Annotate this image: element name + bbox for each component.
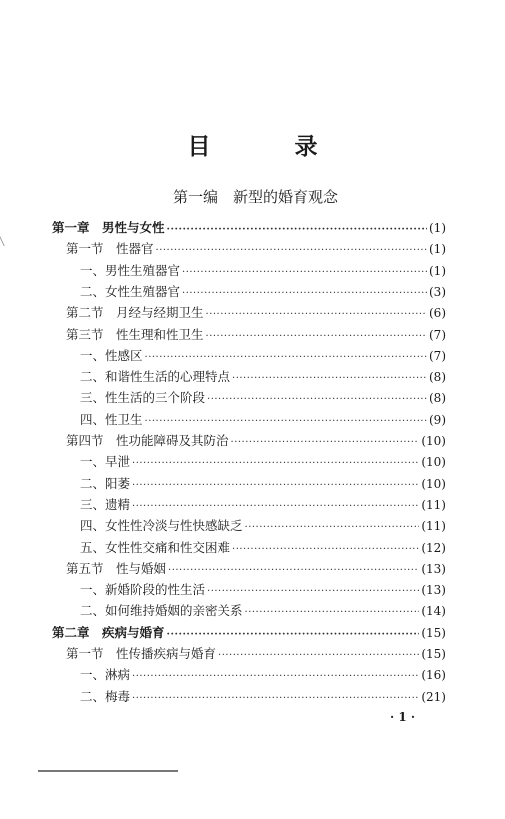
dot-leader bbox=[168, 561, 419, 581]
toc-entry-title: 第二节 月经与经期卫生 bbox=[66, 305, 204, 321]
dot-leader bbox=[167, 220, 427, 240]
toc-entry-page: (14) bbox=[421, 604, 446, 619]
toc-entry-page: (15) bbox=[421, 647, 446, 661]
toc-entry[interactable] bbox=[80, 474, 446, 494]
dot-leader bbox=[232, 540, 419, 560]
toc-entry-title: 二、梅毒 bbox=[80, 688, 131, 704]
toc-entry-title: 二、女性生殖器官 bbox=[80, 283, 181, 299]
toc-entry-page: (6) bbox=[429, 306, 446, 321]
toc-entry-title: 第五节 性与婚姻 bbox=[66, 560, 167, 576]
toc-entry[interactable] bbox=[80, 665, 446, 685]
toc-entry-page: (12) bbox=[421, 540, 446, 555]
toc-entry[interactable] bbox=[80, 538, 446, 558]
toc-entry-title: 一、性感区 bbox=[80, 347, 143, 363]
toc-entry[interactable] bbox=[80, 410, 446, 430]
dot-leader bbox=[132, 476, 419, 496]
toc-entry-title: 二、如何维持婚姻的亲密关系 bbox=[80, 603, 243, 619]
toc-entry-page: (13) bbox=[421, 583, 446, 598]
toc-entry-title: 四、女性性冷淡与性快感缺乏 bbox=[80, 518, 243, 534]
toc-entry[interactable] bbox=[80, 580, 446, 600]
dot-leader bbox=[145, 348, 427, 368]
dot-leader bbox=[182, 284, 427, 304]
dot-leader bbox=[206, 327, 427, 347]
dot-leader bbox=[132, 454, 419, 474]
toc-entry-title: 一、淋病 bbox=[80, 667, 131, 683]
toc-entry-title: 一、男性生殖器官 bbox=[80, 262, 181, 278]
toc-entry[interactable] bbox=[80, 367, 446, 387]
toc-entry-title: 第三节 性生理和性卫生 bbox=[66, 326, 204, 342]
toc-entry-page: (11) bbox=[421, 497, 446, 512]
toc-entry-page: (11) bbox=[421, 519, 446, 534]
toc-entry-page: (10) bbox=[421, 455, 446, 470]
dot-leader bbox=[245, 518, 420, 538]
toc-entry-page: (7) bbox=[429, 327, 446, 342]
toc-entry-page: (7) bbox=[429, 348, 446, 363]
dot-leader bbox=[167, 625, 420, 645]
toc-entry-title: 二、阳萎 bbox=[80, 475, 131, 491]
toc-entry-title: 四、性卫生 bbox=[80, 411, 143, 427]
toc-entry-page: (1) bbox=[429, 242, 446, 257]
toc-entry[interactable] bbox=[80, 516, 446, 536]
toc-entry[interactable] bbox=[80, 346, 446, 366]
toc-entry[interactable] bbox=[80, 601, 446, 621]
dot-leader bbox=[207, 390, 427, 410]
toc-entry-title: 第一章 男性与女性 bbox=[52, 220, 165, 235]
toc-entry-page: (8) bbox=[429, 370, 446, 385]
dot-leader bbox=[156, 241, 427, 261]
toc-entry-page: (10) bbox=[421, 476, 446, 491]
toc-entry-page: (15) bbox=[421, 625, 446, 640]
toc-entry-page: (13) bbox=[421, 561, 446, 576]
toc-entry[interactable] bbox=[80, 261, 446, 281]
dot-leader bbox=[232, 369, 427, 389]
dot-leader bbox=[245, 603, 420, 623]
toc-entry-page: (1) bbox=[429, 221, 446, 235]
dot-leader bbox=[182, 263, 427, 283]
toc-entry-title: 第四节 性功能障碍及其防治 bbox=[66, 433, 229, 448]
dot-leader bbox=[231, 433, 420, 453]
dot-leader bbox=[145, 412, 427, 432]
toc-entry[interactable] bbox=[80, 282, 446, 302]
toc-entry[interactable] bbox=[66, 559, 446, 579]
toc-entry-title: 二、和谐性生活的心理特点 bbox=[80, 369, 231, 385]
dot-leader bbox=[206, 305, 427, 325]
toc-entry[interactable] bbox=[52, 623, 446, 643]
dot-leader bbox=[207, 582, 419, 602]
toc-entry[interactable] bbox=[66, 239, 446, 259]
toc-entry[interactable] bbox=[66, 325, 446, 345]
dot-leader bbox=[218, 646, 419, 666]
toc-entry[interactable] bbox=[66, 644, 446, 664]
toc-entry-page: (3) bbox=[429, 284, 446, 299]
toc-entry[interactable] bbox=[80, 495, 446, 515]
toc-entry-title: 一、早泄 bbox=[80, 454, 131, 470]
toc-entry-title: 三、遗精 bbox=[80, 496, 131, 512]
toc-entry-page: (21) bbox=[421, 689, 446, 704]
toc-entry[interactable] bbox=[80, 452, 446, 472]
toc-entry-page: (10) bbox=[421, 434, 446, 448]
toc-entry[interactable] bbox=[66, 303, 446, 323]
toc-entry-title: 三、性生活的三个阶段 bbox=[80, 390, 206, 406]
toc-entry[interactable] bbox=[80, 687, 446, 707]
toc-entry-page: (1) bbox=[429, 263, 446, 278]
toc-entry-title: 五、女性性交痛和性交困难 bbox=[80, 539, 231, 555]
toc-entry[interactable] bbox=[66, 431, 446, 451]
toc-entry-page: (16) bbox=[421, 668, 446, 683]
dot-leader bbox=[132, 497, 419, 517]
page-title: 目 录 bbox=[187, 133, 356, 160]
dot-leader bbox=[132, 667, 419, 687]
toc-entry-title: 第一节 性器官 bbox=[66, 241, 154, 257]
toc-entry[interactable] bbox=[80, 388, 446, 408]
toc-entry[interactable] bbox=[52, 218, 446, 238]
toc-entry-page: (8) bbox=[429, 391, 446, 406]
part-heading: 第一编 新型的婚育观念 bbox=[172, 188, 338, 206]
toc-entry-title: 一、新婚阶段的性生活 bbox=[80, 582, 206, 598]
scan-bottom-bar bbox=[38, 770, 178, 772]
toc-entry-title: 第一节 性传播疾病与婚育 bbox=[66, 646, 217, 661]
toc-entry-title: 第二章 疾病与婚育 bbox=[52, 624, 165, 640]
toc-entry-page: (9) bbox=[429, 412, 446, 427]
dot-leader bbox=[132, 689, 419, 709]
page-number: · 1 · bbox=[390, 710, 416, 724]
scan-edge-mark bbox=[0, 230, 15, 246]
